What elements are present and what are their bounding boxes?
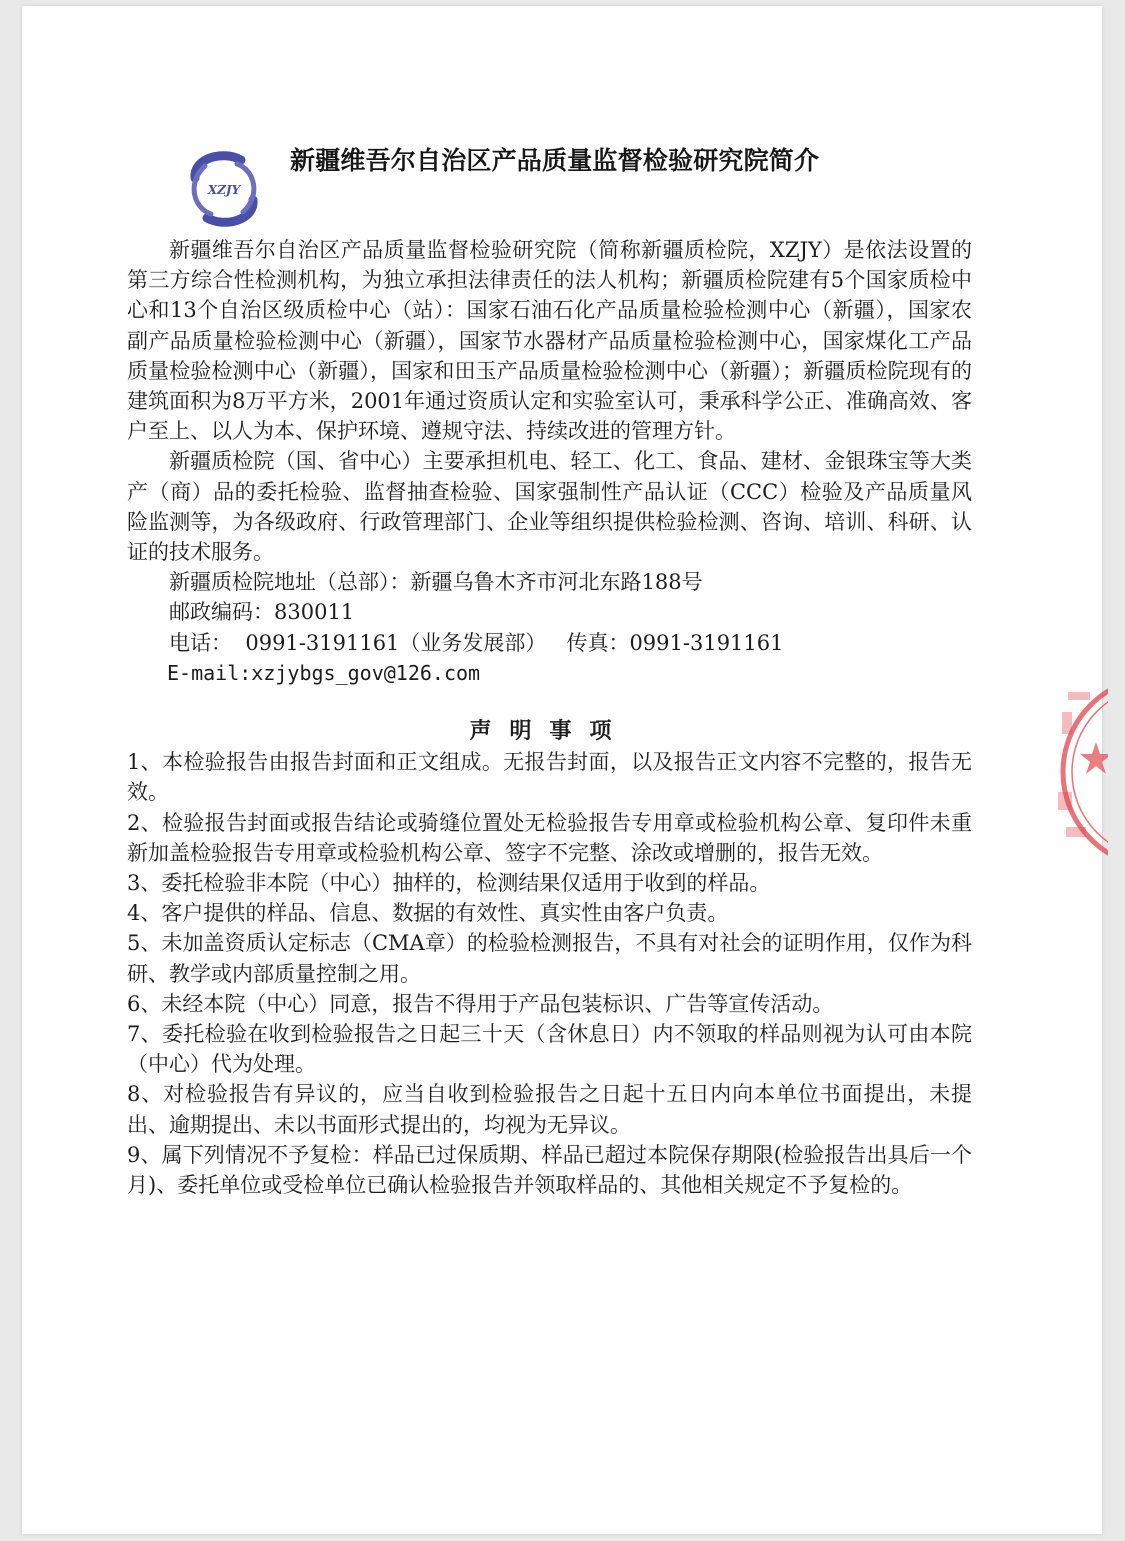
intro-paragraph-2: 新疆质检院（国、省中心）主要承担机电、轻工、化工、食品、建材、金银珠宝等大类产（商）品的委托检验、监督抽查检验、国家强制性产品认证（CCC）检验及产品质量风险监测等，为各级政府、行政管理部门、企业等组织提供检验检测、咨询、培训、科研、认证的技术服务。 [127, 449, 972, 565]
declaration-item: 7、委托检验在收到检验报告之日起三十天（含休息日）内不领取的样品则视为认可由本院（中心）代为处理。 [127, 1022, 972, 1077]
declaration-title: 声明事项 [469, 719, 630, 745]
svg-text:XZJY: XZJY [207, 183, 241, 197]
declaration-item: 3、委托检验非本院（中心）抽样的，检测结果仅适用于收到的样品。 [127, 871, 771, 896]
institute-logo [183, 148, 265, 230]
declaration-item: 9、属下列情况不予复检：样品已过保质期、样品已超过本院保存期限(检验报告出具后一个月)、委托单位或受检单位已确认检验报告并领取样品的、其他相关规定不予复检的。 [127, 1142, 972, 1198]
declaration-item: 8、对检验报告有异议的，应当自收到检验报告之日起十五日内向本单位书面提出，未提出、逾期提出、未以书面形式提出的，均视为无异议。 [127, 1082, 972, 1137]
red-seal-stamp [1048, 672, 1108, 872]
declaration-item: 6、未经本院（中心）同意，报告不得用于产品包装标识、广告等宣传活动。 [127, 991, 834, 1016]
intro-paragraph-1: 新疆维吾尔自治区产品质量监督检验研究院（简称新疆质检院，XZJY）是依法设置的第三方综合性检测机构，为独立承担法律责任的法人机构；新疆质检院建有5个国家质检中心和13个自治区级质检中心（站）：国家石油石化产品质量检验检测中心（新疆），国家农副产品质量检验检测中心（新疆），国家节水器材产品质量检验检测中心，国家煤化工产品质量检验检测中心（新疆），国家和田玉产品质量检验检测中心（新疆）；新疆质检院现有的建筑面积为8万平方米，2001年通过资质认定和实验室认可，秉承科学公正、准确高效、客户至上、以人为本、保护环境、遵规守法、持续改进的管理方针。 [127, 238, 972, 444]
page-title: 新疆维吾尔自治区产品质量监督检验研究院简介 [290, 146, 820, 175]
declaration-item: 2、检验报告封面或报告结论或骑缝位置处无检验报告专用章或检验机构公章、复印件未重新加盖检验报告专用章或检验机构公章、签字不完整、涂改或增删的，报告无效。 [127, 810, 972, 865]
phone-fax-line: 电话： 0991-3191161（业务发展部） 传真：0991-3191161 [169, 630, 784, 655]
declaration-item: 1、本检验报告由报告封面和正文组成。无报告封面，以及报告正文内容不完整的，报告无效。 [127, 750, 972, 805]
postcode-line: 邮政编码：830011 [169, 600, 355, 625]
declaration-item: 5、未加盖资质认定标志（CMA章）的检验检测报告，不具有对社会的证明作用，仅作为科研、教学或内部质量控制之用。 [127, 931, 972, 986]
address-line: 新疆质检院地址（总部）：新疆乌鲁木齐市河北东路188号 [169, 570, 703, 595]
email-line: E-mail:xzjybgs_gov@126.com [167, 660, 481, 685]
document-body [127, 235, 972, 1200]
declaration-item: 4、客户提供的样品、信息、数据的有效性、真实性由客户负责。 [127, 901, 729, 926]
